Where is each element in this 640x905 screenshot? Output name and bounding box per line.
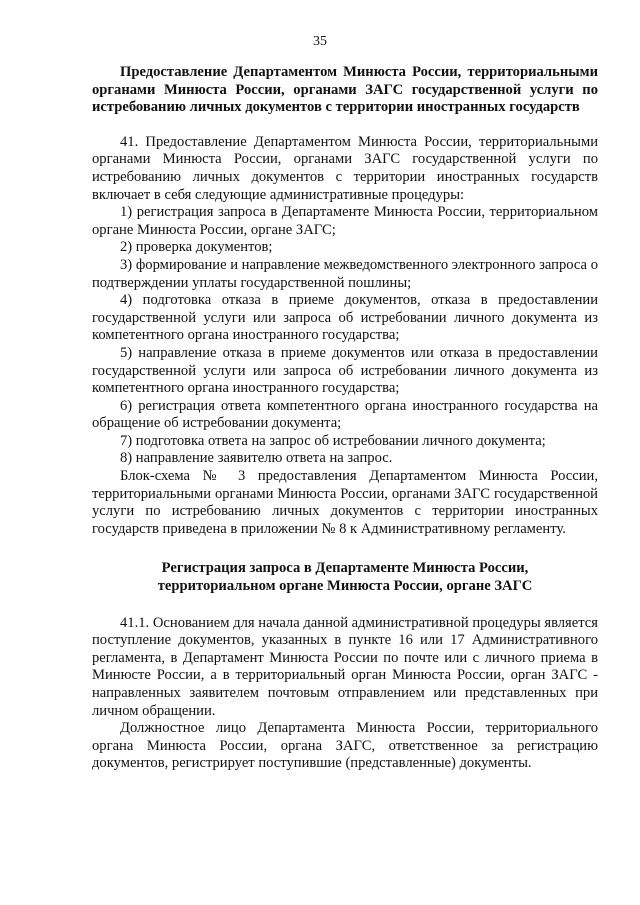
procedure-item: 7) подготовка ответа на запрос об истребовании личного документа; <box>120 432 546 449</box>
subsection-paragraph: 41.1. Основанием для начала данной административной процедуры является поступление документов, указанных в пункте 16 или 17 Административного регламента, в Департамент Минюста России по почте или с личного приема в Минюсте России, а в территориальный орган Минюста России, орган ЗАГС - направленных заявителем почтовым отправлением или представленных при личном обращении. <box>92 614 598 719</box>
subsection-heading-line1: Регистрация запроса в Департаменте Минюста России, <box>161 560 529 577</box>
procedure-item: 2) проверка документов; <box>120 239 273 256</box>
document-body <box>92 64 598 773</box>
section-heading: Предоставление Департаментом Минюста России, территориальными органами Минюста России, органами ЗАГС государственной услуги по истребованию личных документов с территории иностранных государств <box>92 64 598 116</box>
procedure-item: 1) регистрация запроса в Департаменте Минюста России, территориальном органе Минюста России, органе ЗАГС; <box>92 204 598 238</box>
section-intro: 41. Предоставление Департаментом Минюста России, территориальными органами Минюста России, органами ЗАГС государственной услуги по истребованию личных документов с территории иностранных государств включает в себя следующие административные процедуры: <box>92 133 598 203</box>
procedure-item: 5) направление отказа в приеме документов или отказа в предоставлении государственной услуги или запроса об истребовании личного документа из компетентного органа иностранного государства; <box>92 344 598 397</box>
procedure-item: 6) регистрация ответа компетентного органа иностранного государства на обращение об истребовании документа; <box>92 397 598 432</box>
procedure-item: 3) формирование и направление межведомственного электронного запроса о подтверждении уплаты государственной пошлины; <box>92 256 598 291</box>
flowchart-note: Блок-схема № 3 предоставления Департаментом Минюста России, территориальными органами Минюста России, органами ЗАГС государственной услуги по истребованию личных документов с территории иностранных государств приведена в приложении № 8 к Административному регламенту. <box>92 468 598 537</box>
subsection-paragraph: Должностное лицо Департамента Минюста России, территориального органа Минюста России, органа ЗАГС, ответственное за регистрацию документов, регистрирует поступившие (представленные) документы. <box>92 720 598 772</box>
procedure-item: 4) подготовка отказа в приеме документов, отказа в предоставлении государственной услуги или запроса об истребовании личного документа из компетентного органа иностранного государства; <box>92 292 598 344</box>
subsection-heading-line2: территориальном органе Минюста России, органе ЗАГС <box>157 578 533 595</box>
page-number: 35 <box>313 34 327 49</box>
procedure-item: 8) направление заявителю ответа на запрос. <box>120 450 393 467</box>
